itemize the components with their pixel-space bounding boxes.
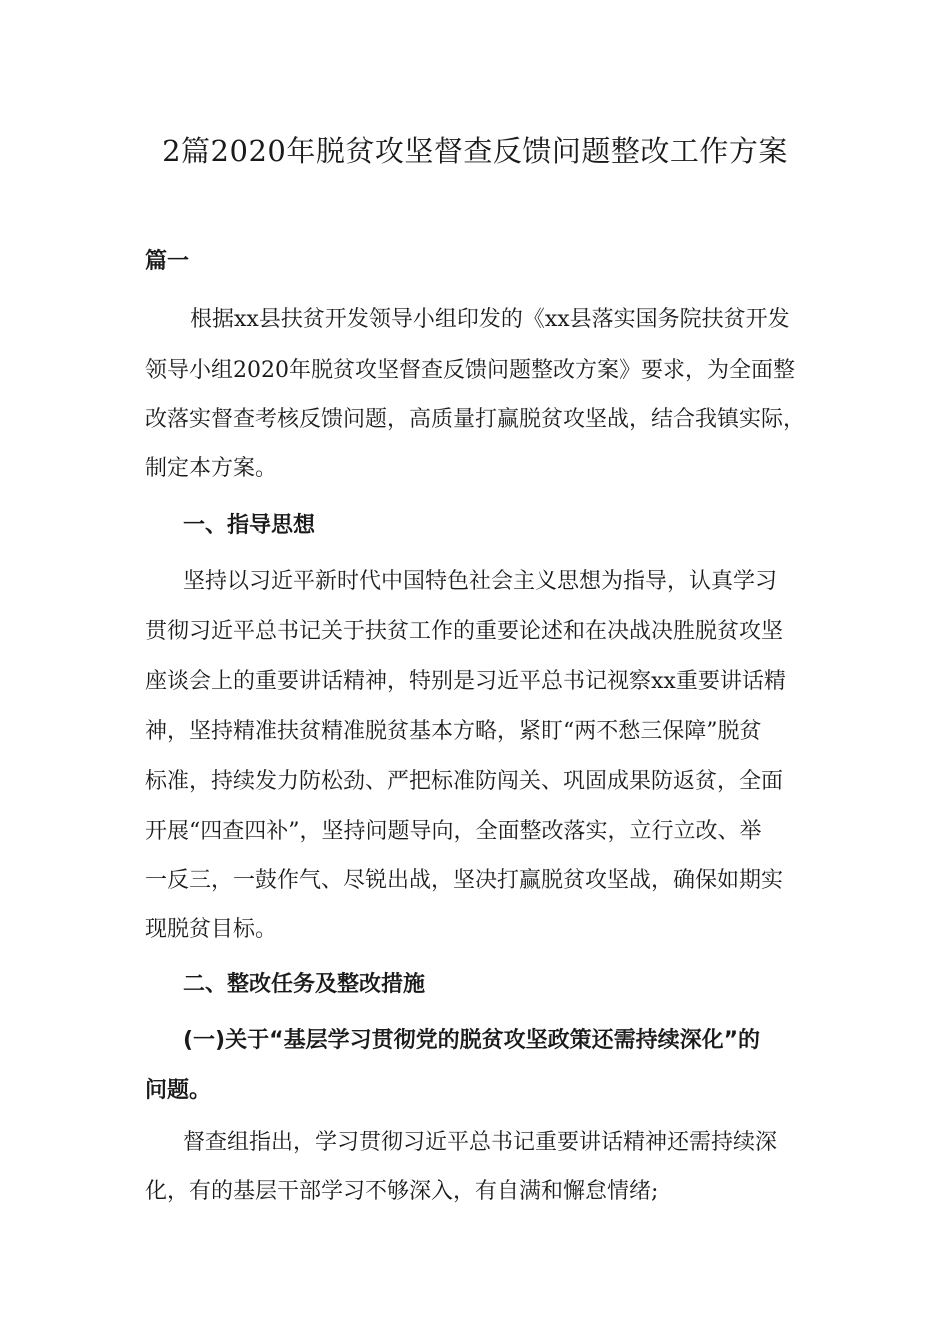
intro-line: 改落实督查考核反馈问题，高质量打赢脱贫攻坚战，结合我镇实际， <box>145 407 806 432</box>
intro-line: 根据xx县扶贫开发领导小组印发的《xx县落实国务院扶贫开发 <box>190 307 790 332</box>
subsection1-line: 化，有的基层干部学习不够深入，有自满和懈怠情绪; <box>145 1179 659 1204</box>
document-title: 2篇2020年脱贫攻坚督查反馈问题整改工作方案 <box>162 134 788 168</box>
section1-line: 一反三，一鼓作气、尽锐出战，坚决打赢脱贫攻坚战，确保如期实 <box>145 868 784 893</box>
subsection-heading: (一)关于“基层学习贯彻党的脱贫攻坚政策还需持续深化”的 <box>183 1028 761 1053</box>
section1-line: 座谈会上的重要讲话精神，特别是习近平总书记视察xx重要讲话精 <box>145 669 786 694</box>
part-heading: 篇一 <box>145 249 190 274</box>
section1-line: 现脱贫目标。 <box>145 917 278 942</box>
section1-line: 坚持以习近平新时代中国特色社会主义思想为指导，认真学习 <box>183 569 778 594</box>
subsection-heading: 问题。 <box>145 1078 212 1103</box>
section1-line: 标准，持续发力防松劲、严把标准防闯关、巩固成果防返贫，全面 <box>145 769 784 794</box>
subsection1-line: 督查组指出，学习贯彻习近平总书记重要讲话精神还需持续深 <box>183 1130 778 1155</box>
intro-line: 制定本方案。 <box>145 456 278 481</box>
section1-line: 贯彻习近平总书记关于扶贫工作的重要论述和在决战决胜脱贫攻坚 <box>145 619 784 644</box>
section-heading-2: 二、整改任务及整改措施 <box>183 972 426 997</box>
section1-line: 开展“四查四补”，坚持问题导向，全面整改落实，立行立改、举 <box>145 819 762 844</box>
section1-line: 神，坚持精准扶贫精准脱贫基本方略，紧盯“两不愁三保障”脱贫 <box>145 719 762 744</box>
intro-line: 领导小组2020年脱贫攻坚督查反馈问题整改方案》要求，为全面整 <box>145 358 795 383</box>
section-heading-1: 一、指导思想 <box>183 513 316 538</box>
